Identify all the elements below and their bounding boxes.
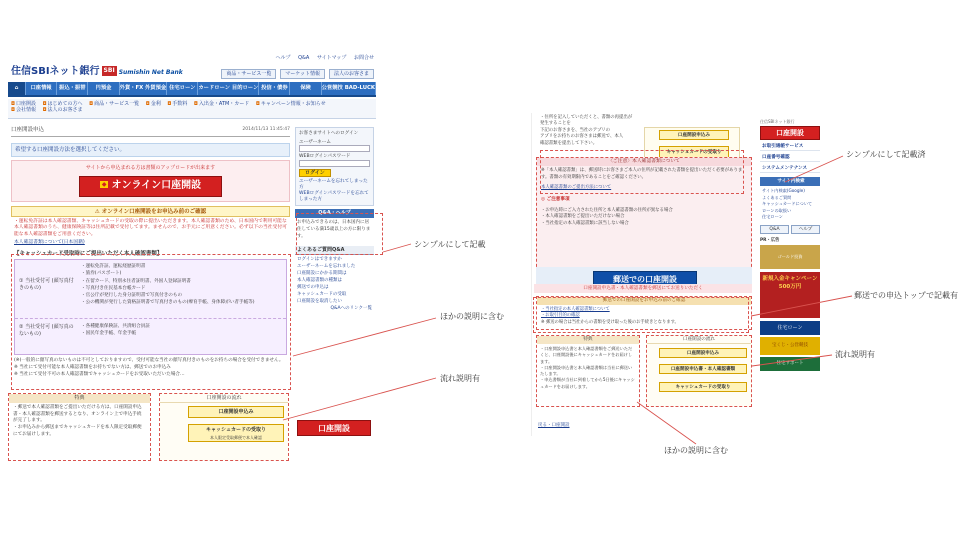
note-subheading: ◎ ご注意事項	[541, 196, 570, 202]
flow-card-label: キャッシュカードの受取り	[206, 427, 266, 433]
list-item: アプリをお持ちのお客さまは郵送で、本人	[540, 134, 624, 140]
benefit-box	[8, 393, 151, 461]
qa-link[interactable]: キャッシュカードの受取	[297, 292, 347, 298]
qa-link[interactable]: ログインはできますか	[297, 257, 342, 263]
online-open-account-label: オンライン口座開設	[111, 180, 202, 192]
corporate-button[interactable]: 法人のお客さま	[329, 69, 374, 79]
lottery-banner[interactable]: 宝くじ・公営競技	[760, 337, 820, 355]
qa-header: よくあるご質問Q&A	[295, 246, 374, 255]
housing-support-banner[interactable]: 住宅サポート	[760, 357, 820, 371]
help-header: Q&A・ヘルプ	[295, 209, 374, 218]
help-button[interactable]: ヘルプ	[791, 225, 820, 234]
benefit-header: 特典	[9, 394, 150, 403]
right-sidebar-heading: 住信SBIネット銀行	[760, 119, 795, 124]
list-item: ・運転免許証、運転経歴証明書	[81, 264, 146, 270]
forgot-username-link[interactable]: ユーザーネームを忘れてしまった方	[299, 179, 368, 191]
bank-logo[interactable]	[11, 66, 183, 79]
online-note: サイトから申込まれる方は書類のアップロードが出来ます	[85, 164, 216, 171]
timestamp: 2014/11/13 11:45:47	[242, 127, 290, 132]
products-button[interactable]: 商品・サービス一覧	[221, 69, 276, 79]
page-title: 口座開設申込	[11, 127, 290, 137]
right-sidebar-search-header: サイト内検索	[760, 177, 820, 186]
note-text: ※「本人確認書類」は、郵送時にお客さまご本人の住所が記載された書類を提出いただく必要があります。書類の有効期限内であることをご確認ください。	[541, 168, 743, 180]
username-input[interactable]	[299, 145, 370, 152]
nav-funds[interactable]: 投信・債券	[259, 82, 290, 95]
list-item[interactable]: 住宅ローン	[762, 214, 783, 219]
subnav-company[interactable]: ◘ 会社情報	[11, 107, 36, 113]
nav-fx[interactable]: 外貨・FX 外貨預金	[120, 82, 168, 95]
housing-loan-banner[interactable]: 住宅ローン	[760, 321, 820, 335]
doc-label-photo: ① 当社受付可 (顔写真付きのもの)	[19, 278, 74, 291]
list-item: ・本人確認書類をご提出いただけない場合	[541, 214, 625, 220]
list-item[interactable]: ・お取引目的の確認	[541, 313, 580, 319]
right-benefit-box	[536, 335, 640, 407]
right-main-content	[534, 113, 752, 428]
foot-note: ※ 当社にて受付可能な本人確認書類をお持ちでない方は、郵送でのお申込み	[14, 365, 171, 371]
benefit-text	[9, 403, 150, 440]
callout-included-in-other: ほかの説明に含む	[440, 312, 504, 321]
list-item: ・口座開設申込書と本人確認書類は当社に郵送いたします。	[540, 364, 633, 377]
toplink-qa[interactable]: Q&A	[298, 55, 310, 61]
list-item: ※ 郵送の場合は当社からの書類を受け取った後のお手続きとなります。	[541, 319, 679, 325]
right-sidebar-ad-heading: PR・広告	[760, 237, 780, 243]
password-label: WEBログインパスワード	[299, 154, 351, 160]
nav-public-race[interactable]: 公営競技 BAD-LUCK	[322, 82, 376, 95]
nav-account[interactable]: 口座情報	[26, 82, 57, 95]
mail-note-header: 郵送での口座開設をお申込み前のご確認	[537, 297, 751, 305]
subnav-rates[interactable]: ◘ 金利	[146, 101, 161, 107]
nav-insurance[interactable]: 保険	[290, 82, 321, 95]
doc-heading: 【キャッシュカード受取時にご提出いただく本人確認書類】	[14, 250, 163, 257]
login-panel	[295, 127, 374, 206]
annotation-box-right-mail	[533, 297, 749, 333]
list-item: 下記のお客さまを、当社のアプリの	[540, 127, 611, 133]
qa-link[interactable]: 口座開設を取消したい	[297, 299, 342, 305]
list-item[interactable]: ローンの取扱い	[762, 207, 792, 213]
list-item: ・申込書類が当社に到着してから5日後にキャッシュカードをお届けします。	[540, 377, 635, 389]
note-header: 〈ご注意〉本人確認書類について	[537, 158, 751, 166]
callout-simple: シンプルにして記載	[414, 240, 486, 249]
right-sidebar	[760, 119, 820, 434]
right-flow-apply[interactable]: 口座開設申込み	[659, 348, 747, 358]
qa-more-link[interactable]: Q&Aへのリンク一覧	[330, 306, 372, 312]
callout-simple-done: シンプルにして記載済	[846, 150, 926, 159]
flow-card-sub: 本人限定受取郵便で本人確認	[210, 435, 262, 440]
list-item: ・口座開設申込書と本人確認書類をご郵送いただくと、口座開設後にキャッシュカードをお届けします。	[540, 346, 633, 364]
nav-yen-deposit[interactable]: 円預金	[88, 82, 119, 95]
sidebar-open-account-button[interactable]: 口座開設	[297, 420, 371, 436]
forgot-password-link[interactable]: WEBログインパスワードを忘れてしまった方	[299, 190, 369, 202]
list-item[interactable]: サイト内検索(Google)	[762, 188, 805, 193]
home-icon[interactable]: ⌂	[8, 82, 26, 95]
list-item[interactable]: よくあるご質問	[762, 194, 792, 200]
list-item[interactable]: キャッシュカードについて	[762, 201, 813, 206]
right-benefit-text	[537, 344, 639, 392]
list-item: ・官公庁が発行した身分証明書で写真付きのもの	[81, 292, 183, 298]
foot-note: ※ 当社にて受付不可の本人確認書類でキャッシュカードをお受取いただいた場合…	[14, 371, 185, 377]
nav-housing-loan[interactable]: 住宅ローン	[167, 82, 198, 95]
subnav-campaign[interactable]: ◘ キャンペーン情報・お知らせ	[256, 101, 326, 107]
qa-link[interactable]: 口座開設にかかる期間は	[297, 271, 347, 277]
diamond-icon: ◆	[101, 181, 107, 189]
online-panel	[11, 160, 290, 202]
subnav-beginners[interactable]: ◘ はじめての方へ	[43, 101, 83, 107]
list-item: ・お申込みから郵送までキャッシュカードを本人限定受取郵便にてお届けします。	[13, 424, 142, 437]
login-button[interactable]: ログイン	[299, 169, 331, 177]
doc-label-nophoto: ② 当社受付可 (顔写真のないもの)	[19, 324, 74, 337]
foot-note: (※)一般的に顔写真のないものは不可としておりますので、受付可能な当社の顔写真付きのものをお持ちの場合を受付できません。	[14, 358, 284, 364]
right-sidebar-item-maintenance[interactable]: システムメンテナンス	[760, 164, 820, 173]
subnav-corporate[interactable]: ◘ 法人のお客さま	[43, 107, 83, 113]
toplink-contact[interactable]: お問合せ	[353, 55, 374, 61]
mini-card-button[interactable]: キャッシュカードの受取り	[659, 146, 729, 158]
gold-banner[interactable]: ゴールド投資	[760, 245, 820, 269]
toplink-sitemap[interactable]: サイトマップ	[316, 55, 347, 61]
callout-included-in-other-right: ほかの説明に含む	[664, 446, 728, 455]
list-item: ・郵送で本人確認書類をご提出いただける方は、口座開設申込書・本人確認書類を郵送するとなり、オンライン上で申込手続が完了します。	[13, 405, 142, 424]
right-top-text	[534, 113, 640, 149]
nav-card-loan[interactable]: カードローン 目的ローン	[198, 82, 259, 95]
left-sidebar	[295, 127, 374, 467]
qa-list	[295, 255, 374, 315]
password-input[interactable]	[299, 160, 370, 167]
right-flow-box	[646, 335, 752, 407]
main-nav	[8, 82, 376, 97]
right-flow-header: 口座開設の流れ	[647, 336, 751, 344]
attention-heading: ⚠ オンライン口座開設をお申込み前のご確認	[11, 206, 290, 217]
right-sidebar-qa	[760, 225, 820, 234]
callout-flow-explained: 流れ説明有	[440, 374, 480, 383]
logo-en: Sumishin Net Bank	[118, 69, 183, 76]
list-item: ・旅券(パスポート)	[81, 271, 122, 277]
subnav-products[interactable]: ◘ 商品・サービス一覧	[89, 101, 139, 107]
login-title: お客さまサイトへのログイン	[299, 131, 359, 136]
right-sidebar-item-passbook[interactable]: お取引通帳サービス	[760, 142, 820, 151]
help-text: お申込みできるのは、日本国内に居住している満15歳以上の方に限ります。	[297, 220, 371, 240]
list-item: ・在留カード、特別永住者証明書、外国人登録証明書	[81, 278, 191, 284]
logo-badge: SBI	[103, 67, 115, 75]
top-buttons	[219, 69, 374, 79]
mail-open-account-button[interactable]: 郵送での口座開設	[593, 271, 697, 287]
logo-text: 住信SBIネット銀行	[11, 66, 100, 77]
mini-apply-button[interactable]: 口座開設申込み	[659, 130, 729, 140]
top-links	[269, 55, 374, 61]
list-item[interactable]: ・当社指定の本人確認書類について	[541, 307, 610, 312]
nav-transfer[interactable]: 振込・振替	[57, 82, 88, 95]
annotation-box-sidebar	[296, 213, 383, 255]
market-button[interactable]: マーケット情報	[280, 69, 325, 79]
annotation-box-docs	[11, 254, 291, 390]
campaign-banner[interactable]: 新規入金キャンペーン 500万円	[760, 272, 820, 318]
list-item: ・お申込時にご入力された住所と本人確認書類の住所が異なる場合	[541, 207, 673, 213]
qa-button[interactable]: Q&A	[760, 225, 789, 234]
qa-link[interactable]: 郵送での申込は	[297, 285, 329, 291]
attention-text: ・運転免許証は本人確認書類、キャッシュカードの受取の際に提出いただきます。本人確認書類のため、日本国内で利用可能な本人確認書類のうち、健康保険証等は住所記載で受付してます。ませんので、お手元にご用意ください。必ず以下の当社受付可能な本人確認書類をご用意ください。	[14, 218, 287, 237]
right-flow-docs[interactable]: 口座開設申込書・本人確認書類	[659, 364, 747, 374]
note-link[interactable]: 本人確認書類のご提出方法について	[541, 185, 612, 191]
qa-link[interactable]: ユーザーネームを忘れました	[297, 264, 356, 270]
sub-nav	[8, 99, 376, 119]
annotation-box-right-note	[540, 150, 744, 194]
mail-band: 口座開設申込書・本人確認書類を郵送にてお送りいただく	[534, 284, 752, 293]
flow-card-receive-button[interactable]	[188, 424, 284, 442]
id-docs-link[interactable]: 本人確認書類について(日本国籍)	[14, 240, 85, 246]
flow-box	[159, 393, 289, 461]
right-sidebar-item-account-number[interactable]: 口座番号確認	[760, 153, 820, 162]
list-item: ・各種健康保険証、共済組合員証	[81, 324, 150, 330]
callout-flow-explained-right: 流れ説明有	[835, 350, 875, 359]
right-sidebar-open-account-button[interactable]: 口座開設	[760, 126, 820, 140]
callout-mail-top: 郵送での申込トップで記載有	[854, 291, 958, 300]
qa-link[interactable]: 本人確認書類の種類は	[297, 278, 342, 284]
list-item: ・公の機関が発行した資格証明書で写真付きのもの(療育手帳、身体障がい者手帳等)	[81, 299, 255, 305]
method-band: 希望する口座開設方法を選択してください。	[11, 143, 290, 157]
right-flow-card[interactable]: キャッシュカードの受取り	[659, 382, 747, 392]
subnav-atm[interactable]: ◘ 入出金・ATM・カード	[194, 101, 249, 107]
toplink-help[interactable]: ヘルプ	[275, 55, 291, 61]
list-item: ・住所を記入していただくと、書類の再提出が発生することを	[540, 115, 633, 127]
note-list	[537, 206, 751, 230]
list-item: ・当社指定の本人確認書類に該当しない場合	[541, 220, 629, 226]
subnav-fees[interactable]: ◘ 手数料	[167, 101, 187, 107]
subnav-open-account[interactable]: ◘ 口座開設	[11, 101, 36, 107]
flow-apply-button[interactable]: 口座開設申込み	[188, 406, 284, 418]
online-open-account-button[interactable]	[79, 176, 222, 197]
right-sidebar-list	[760, 186, 820, 223]
list-item: 確認書類を提出して下さい。	[540, 140, 598, 146]
username-label: ユーザーネーム	[299, 139, 331, 145]
list-item: ・写真付き住民基本台帳カード	[81, 285, 146, 291]
right-footer-link[interactable]: 戻る・口座開設	[538, 423, 570, 428]
flow-header: 口座開設の流れ	[160, 394, 288, 403]
list-item: ・国民年金手帳、年金手帳	[81, 331, 137, 337]
right-benefit-header: 特典	[537, 336, 639, 344]
